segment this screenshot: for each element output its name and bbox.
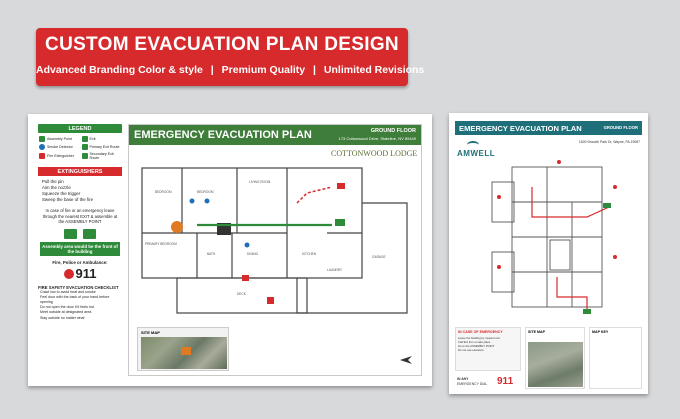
small-floor-plan-drawing (487, 157, 627, 317)
smoke-detector-icon (39, 144, 45, 150)
floor-plan-drawing (137, 163, 413, 323)
smoke-detector-icon (205, 199, 210, 204)
fire-extinguisher-icon (497, 195, 501, 199)
legend-item: Fire Extinguisher (39, 152, 79, 160)
room-label: DINING (247, 252, 259, 256)
amwell-logo-icon (467, 141, 479, 149)
exit-sign-icon (583, 309, 591, 314)
legend-item: Primary Exit Route (82, 144, 122, 150)
feature-revisions: Unlimited Revisions (323, 64, 425, 76)
plan-address: 173 Cottonwood Drive, Stateline, NV 89449 (338, 136, 416, 141)
extinguisher-steps: Pull the pin Aim the nozzle Squeeze the trigger Sweep the base of the fire (42, 179, 94, 202)
fire-extinguisher-icon (497, 265, 501, 269)
garage-outline (297, 203, 407, 313)
site-map-label: SITE MAP (141, 330, 160, 335)
secondary-route (297, 187, 332, 203)
room-label: LIVING ROOM (249, 180, 271, 184)
primary-route-icon (82, 144, 88, 150)
fire-extinguisher-icon (613, 185, 617, 189)
room-label: KITCHEN (302, 252, 316, 256)
emergency-instructions (455, 327, 521, 371)
fire-extinguisher-icon (557, 160, 561, 164)
emergency-label: Fire, Police or Ambulance: (52, 259, 108, 265)
legend-item: Assembly Point (39, 136, 79, 142)
small-plan-address: 1600 Smooth Park Dr, Wayne, PA 19087 (578, 140, 640, 144)
legend-heading: LEGEND (38, 124, 122, 133)
small-site-map-label: SITE MAP (528, 330, 545, 334)
legend-grid (38, 133, 122, 163)
feature-branding: Advanced Branding Color & style (36, 64, 203, 76)
feature-separator: | (313, 64, 316, 76)
map-key-label: MAP KEY (592, 330, 609, 334)
feature-quality: Premium Quality (221, 64, 306, 76)
emergency-dial: IN ANY EMERGENCY DIAL 911 (457, 376, 514, 387)
evacuation-poster-large (28, 114, 432, 386)
you-are-here-icon (171, 221, 183, 233)
site-map (137, 327, 229, 371)
emergency-number: 911 (497, 376, 514, 387)
fire-extinguisher-icon (39, 153, 45, 159)
room-label: PRIMARY BEDROOM (145, 242, 177, 246)
legend-column (38, 124, 122, 376)
assembly-point-icon (39, 136, 45, 142)
extinguishers-heading: EXTINGUISHERS (38, 167, 122, 176)
legend-item: Exit (82, 136, 122, 142)
checklist-heading: FIRE SAFETY EVACUATION CHECKLIST (38, 284, 119, 290)
secondary-route-icon (82, 153, 88, 159)
exit-sign-icon (335, 219, 345, 226)
plan-floor: GROUND FLOOR (370, 128, 416, 134)
phone-icon (64, 269, 74, 279)
small-site-map-image (528, 342, 583, 387)
plan-title: EMERGENCY EVACUATION PLAN (134, 129, 312, 141)
banner-features (36, 64, 425, 76)
banner-title: CUSTOM EVACUATION PLAN DESIGN (45, 34, 399, 55)
small-plan-header (455, 121, 642, 135)
floor-plan-area (128, 124, 422, 376)
assembly-icons (38, 229, 122, 239)
emergency-heading: IN CASE OF EMERGENCY (458, 330, 503, 334)
exit-sign-icon (603, 203, 611, 208)
fire-extinguisher-icon (337, 183, 345, 189)
room-label: BEDROOM (197, 190, 214, 194)
amwell-brand: AMWELL (457, 149, 496, 158)
exit-instructions: In case of fire or an emergency leave through the nearest EXIT & assemble at the ASSEMBLY POINT (42, 208, 118, 224)
legend-item: Smoke Detector (39, 144, 79, 150)
map-key (589, 327, 642, 389)
room-label: BATH (207, 252, 216, 256)
exit-icon (82, 136, 88, 142)
building-marker-icon (181, 347, 191, 355)
fire-extinguisher-icon (267, 297, 274, 304)
room-label: BEDROOM (155, 190, 172, 194)
smoke-detector-icon (190, 199, 195, 204)
evacuation-poster-small (449, 113, 648, 394)
small-plan-title: EMERGENCY EVACUATION PLAN (459, 124, 582, 133)
legend-item: Secondary Exit Route (82, 152, 122, 160)
room-label: GARAGE (372, 255, 386, 259)
checklist-lines: Crawl low to avoid heat and smoke Feel door with the back of your hand before opening Do not open the door if it feels hot Meet outside at designated area Stay outside no matter what (40, 289, 110, 320)
assembly-note: Assembly area would be the front of the building (40, 242, 120, 256)
emergency-number: 911 (38, 266, 122, 281)
fire-extinguisher-icon (242, 275, 249, 281)
feature-separator: | (210, 64, 214, 76)
site-map-image (141, 337, 227, 369)
compass-icon (399, 353, 413, 367)
fire-extinguisher-icon (613, 255, 617, 259)
small-plan-footer (455, 327, 642, 389)
room-label: LAUNDRY (327, 268, 343, 272)
small-plan-floor: GROUND FLOOR (603, 125, 638, 130)
assembly-point-icon (83, 229, 96, 239)
exit-sign-icon (64, 229, 77, 239)
smoke-detector-icon (245, 243, 250, 248)
small-site-map (525, 327, 585, 389)
room-label: DECK (237, 292, 246, 296)
title-banner (36, 28, 425, 86)
lodge-logo: COTTONWOOD LODGE (331, 149, 418, 158)
plan-header (129, 125, 421, 145)
emergency-lines: Leave the building by nearest exit Call 911 from a safe place Go to the ASSEMBLY POINT Do not use elevators (458, 336, 500, 352)
